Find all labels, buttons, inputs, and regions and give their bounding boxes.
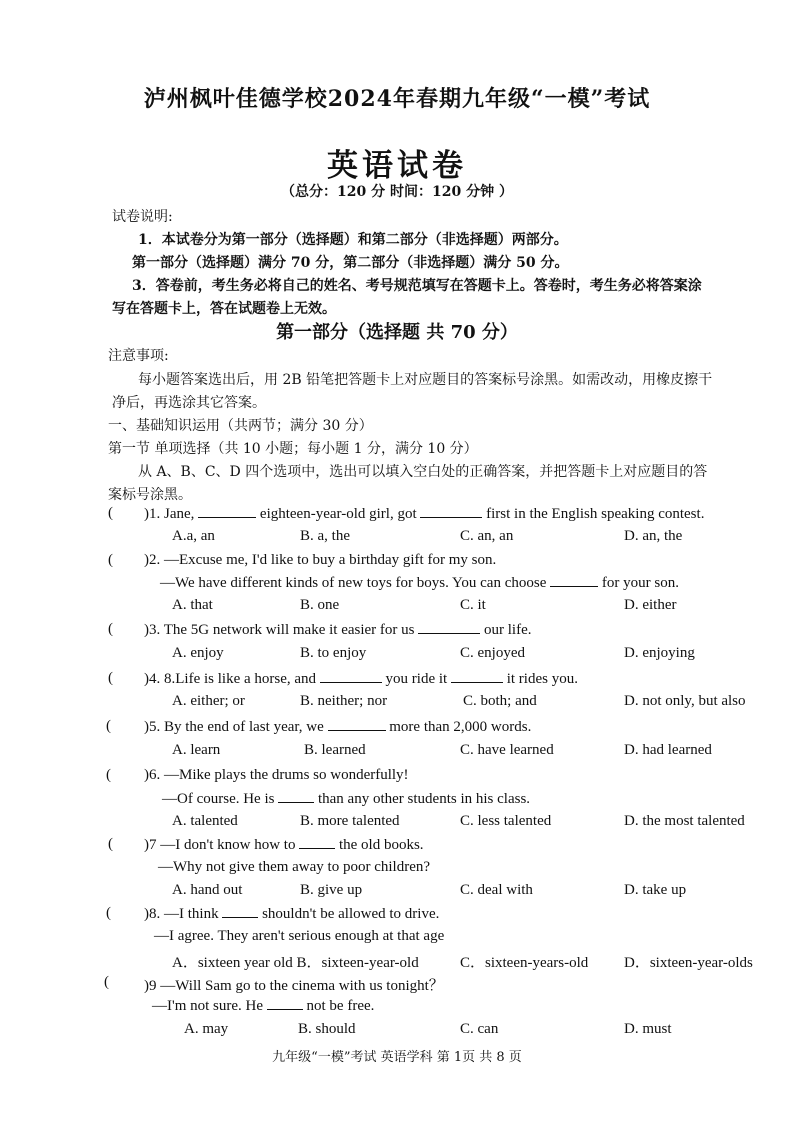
score-time-info: （总分：120 分 时间：120 分钟 ） bbox=[281, 184, 513, 200]
blank bbox=[418, 621, 480, 634]
blank bbox=[328, 718, 386, 731]
blank bbox=[278, 790, 314, 803]
instructions-heading: 试卷说明: bbox=[112, 209, 173, 225]
question-stem: )8. —I think shouldn't be allowed to drive. bbox=[144, 906, 440, 922]
option-c: C. enjoyed bbox=[460, 645, 525, 661]
notice-line: 净后，再选涂其它答案。 bbox=[112, 395, 266, 411]
question-number: )8. bbox=[144, 906, 161, 922]
option-d: D. had learned bbox=[624, 742, 712, 758]
question-number: )2. bbox=[144, 552, 161, 568]
option-d: D. not only, but also bbox=[624, 693, 746, 709]
answer-paren[interactable]: ( bbox=[108, 670, 113, 686]
option-b: B. more talented bbox=[300, 813, 400, 829]
blank bbox=[320, 670, 382, 683]
blank bbox=[451, 670, 503, 683]
option-b: B. should bbox=[298, 1021, 356, 1037]
question-line: —I'm not sure. He not be free. bbox=[152, 998, 375, 1014]
option-c: C. less talented bbox=[460, 813, 552, 829]
option-d: D．sixteen-year-olds bbox=[624, 955, 753, 971]
option-a: A. learn bbox=[172, 742, 221, 758]
answer-paren[interactable]: ( bbox=[108, 552, 113, 568]
question-stem: )7 —I don't know how to the old books. bbox=[144, 837, 424, 853]
answer-paren[interactable]: ( bbox=[106, 767, 111, 783]
page-footer: 九年级“一模”考试 英语学科 第 1页 共 8 页 bbox=[272, 1050, 522, 1065]
question-number: )5. bbox=[144, 719, 161, 735]
option-b: B. neither; nor bbox=[300, 693, 388, 709]
instruction-line: 3．答卷前，考生务必将自己的姓名、考号规范填写在答题卡上。答卷时，考生务必将答案涂 bbox=[132, 278, 702, 294]
answer-paren[interactable]: ( bbox=[104, 974, 109, 990]
option-b: B. a, the bbox=[300, 528, 350, 544]
question-number: )7 bbox=[144, 837, 157, 853]
question-number: )4. bbox=[144, 671, 161, 687]
option-d: D. either bbox=[624, 597, 677, 613]
answer-paren[interactable]: ( bbox=[108, 621, 113, 637]
question-stem: )4. 8.Life is like a horse, and you ride it it rides you. bbox=[144, 671, 578, 687]
question-number: )3. bbox=[144, 622, 161, 638]
blank bbox=[198, 505, 256, 518]
notice-line: 每小题答案选出后，用 2B 铅笔把答题卡上对应题目的答案标号涂黑。如需改动，用橡皮擦干 bbox=[138, 372, 713, 388]
option-a: A. either; or bbox=[172, 693, 245, 709]
answer-paren[interactable]: ( bbox=[108, 505, 113, 521]
part1-heading: 第一部分（选择题 共 70 分） bbox=[276, 322, 518, 343]
option-a: A. hand out bbox=[172, 882, 243, 898]
option-d: D. enjoying bbox=[624, 645, 695, 661]
option-b: B. learned bbox=[304, 742, 366, 758]
question-stem: )1. Jane, eighteen-year-old girl, got first in the English speaking contest. bbox=[144, 506, 705, 522]
option-a: A. that bbox=[172, 597, 213, 613]
question-line: —I agree. They aren't serious enough at that age bbox=[154, 928, 445, 944]
question-stem: )2. —Excuse me, I'd like to buy a birthday gift for my son. bbox=[144, 552, 497, 568]
question-number: )6. bbox=[144, 767, 161, 783]
subsection-heading: 第一节 单项选择（共 10 小题；每小题 1 分，满分 10 分） bbox=[108, 441, 478, 457]
instruction-line: 写在答题卡上，答在试题卷上无效。 bbox=[112, 301, 336, 317]
option-c: C．sixteen-years-old bbox=[460, 955, 589, 971]
answer-paren[interactable]: ( bbox=[106, 718, 111, 734]
blank bbox=[420, 505, 482, 518]
option-d: D. the most talented bbox=[624, 813, 745, 829]
option-d: D. take up bbox=[624, 882, 687, 898]
instruction-line: 1．本试卷分为第一部分（选择题）和第二部分（非选择题）两部分。 bbox=[138, 232, 568, 248]
blank bbox=[222, 905, 258, 918]
option-c: C. it bbox=[460, 597, 486, 613]
instruction-line: 第一部分（选择题）满分 70 分，第二部分（非选择题）满分 50 分。 bbox=[132, 255, 569, 271]
option-c: C. both; and bbox=[463, 693, 537, 709]
question-stem: )3. The 5G network will make it easier for us our life. bbox=[144, 622, 532, 638]
notice-heading: 注意事项: bbox=[108, 348, 169, 364]
exam-title: 泸州枫叶佳德学校2024年春期九年级“一模”考试 bbox=[143, 86, 651, 112]
option-ab: A．sixteen year old B．sixteen-year-old bbox=[172, 955, 419, 971]
question-line: —We have different kinds of new toys for boys. You can choose for your son. bbox=[160, 575, 679, 591]
option-d: D. must bbox=[624, 1021, 672, 1037]
question-stem: )9 —Will Sam go to the cinema with us tonight？ bbox=[144, 978, 444, 994]
question-line: —Why not give them away to poor children? bbox=[158, 859, 431, 875]
option-a: A. may bbox=[184, 1021, 229, 1037]
question-stem: )5. By the end of last year, we more than 2,000 words. bbox=[144, 719, 532, 735]
option-b: B. to enjoy bbox=[300, 645, 367, 661]
section-heading: 一、基础知识运用（共两节；满分 30 分） bbox=[108, 418, 373, 434]
option-b: B. one bbox=[300, 597, 340, 613]
directions-line: 从 A、B、C、D 四个选项中，选出可以填入空白处的正确答案，并把答题卡上对应题目的答 bbox=[138, 464, 708, 480]
option-c: C. deal with bbox=[460, 882, 533, 898]
blank bbox=[299, 836, 335, 849]
question-number: )9 bbox=[144, 978, 157, 994]
answer-paren[interactable]: ( bbox=[108, 836, 113, 852]
answer-paren[interactable]: ( bbox=[106, 905, 111, 921]
question-stem: )6. —Mike plays the drums so wonderfully! bbox=[144, 767, 409, 783]
directions-line: 案标号涂黑。 bbox=[108, 487, 192, 503]
option-d: D. an, the bbox=[624, 528, 683, 544]
question-line: —Of course. He is than any other students in his class. bbox=[162, 791, 531, 807]
option-a: A. enjoy bbox=[172, 645, 224, 661]
blank bbox=[267, 997, 303, 1010]
question-number: )1. bbox=[144, 506, 161, 522]
option-c: C. an, an bbox=[460, 528, 514, 544]
option-a: A. talented bbox=[172, 813, 238, 829]
blank bbox=[550, 574, 598, 587]
paper-subtitle: 英语试卷 bbox=[327, 148, 467, 184]
option-c: C. have learned bbox=[460, 742, 554, 758]
option-a: A.a, an bbox=[172, 528, 215, 544]
option-b: B. give up bbox=[300, 882, 363, 898]
option-c: C. can bbox=[460, 1021, 499, 1037]
